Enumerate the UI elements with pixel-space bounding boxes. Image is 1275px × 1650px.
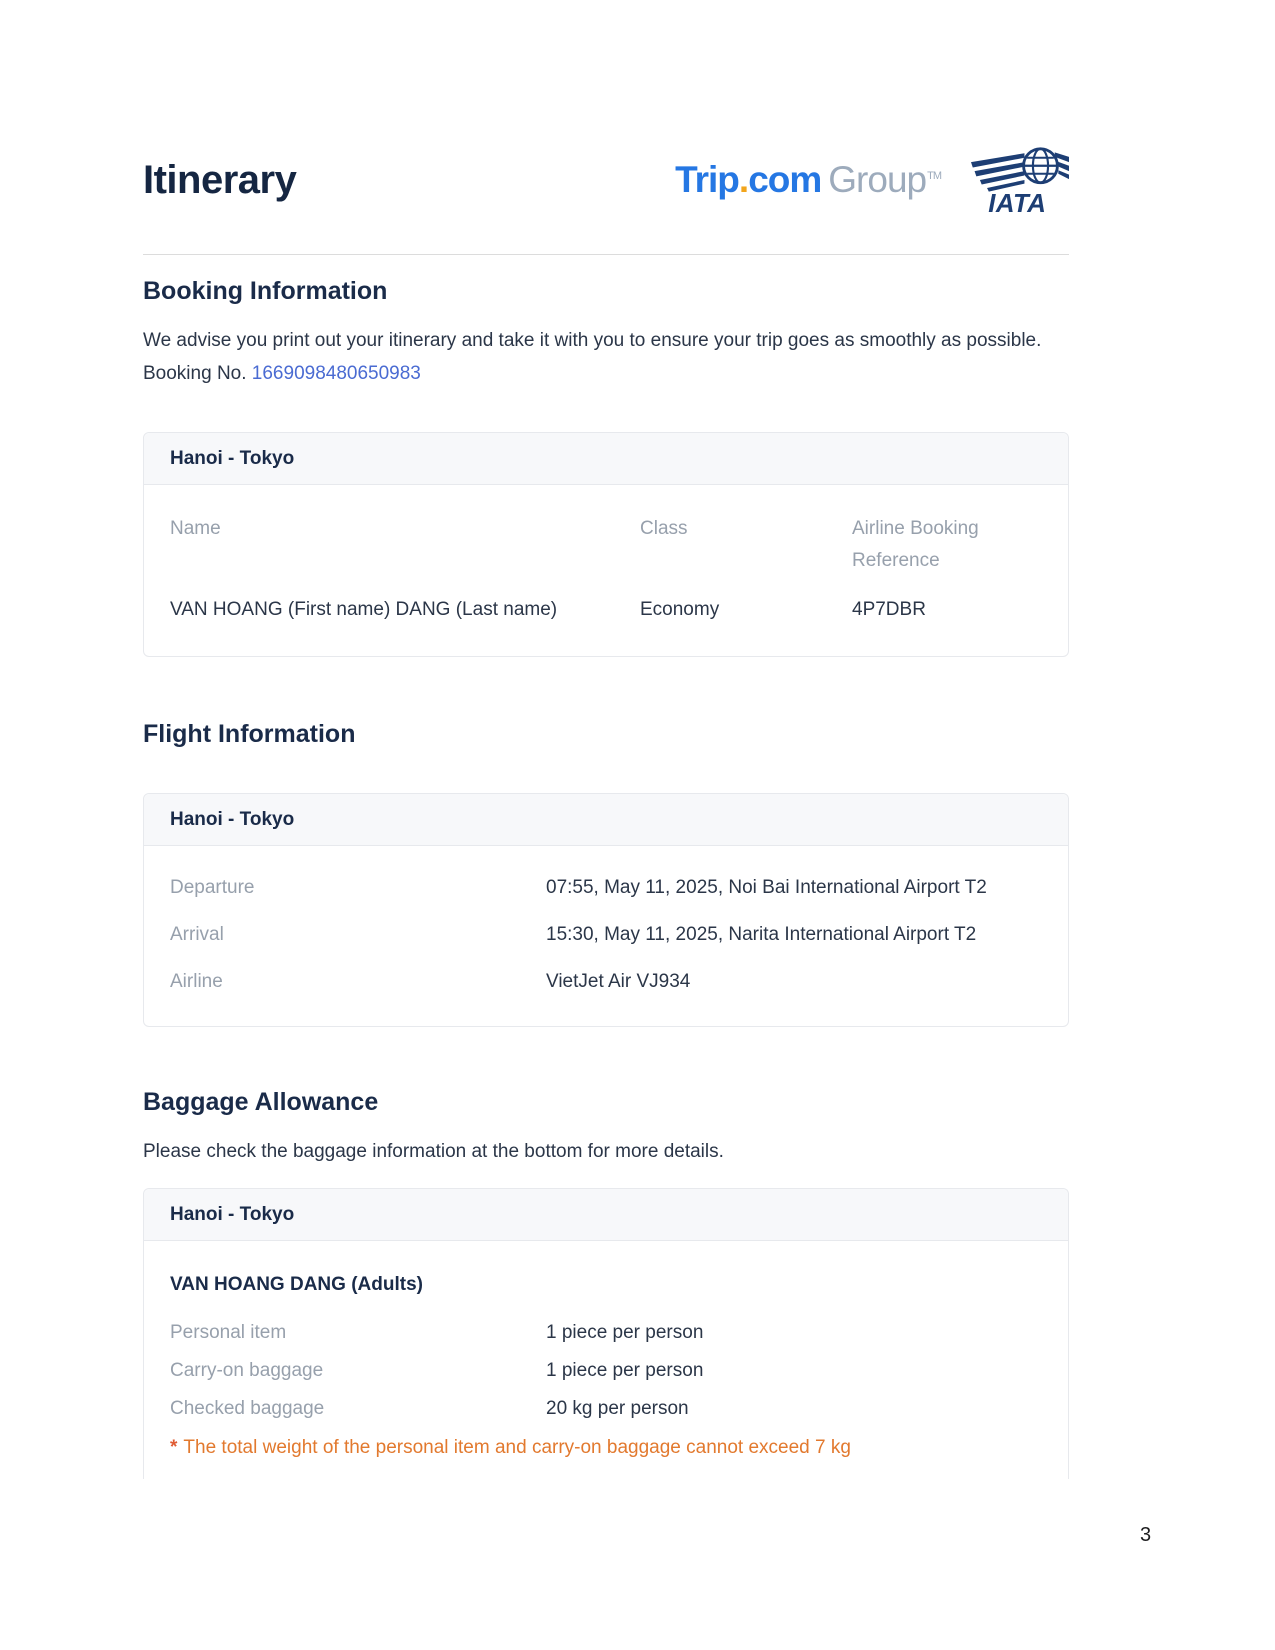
tripcom-group-logo: Trip.com Group™ [675, 159, 941, 200]
booking-number-line [143, 357, 1069, 390]
booking-advice-text: We advise you print out your itinerary and take it with you to ensure your trip goes as smoothly as possible. [143, 330, 1042, 351]
checked-baggage-label: Checked baggage [170, 1398, 325, 1419]
flight-information-heading: Flight Information [143, 720, 356, 748]
airline-label: Airline [170, 971, 223, 992]
column-header-name: Name [170, 518, 221, 539]
booking-card-route: Hanoi - Tokyo [144, 433, 1068, 485]
airline-value: VietJet Air VJ934 [546, 971, 691, 992]
page-title: Itinerary [143, 157, 297, 202]
personal-item-label: Personal item [170, 1322, 287, 1343]
svg-text:IATA: IATA [988, 190, 1047, 216]
booking-card-body [144, 485, 1068, 656]
column-header-class: Class [640, 518, 688, 539]
arrival-label: Arrival [170, 924, 224, 945]
booking-table-header [170, 513, 1042, 577]
flight-card [143, 793, 1069, 1027]
departure-value: 07:55, May 11, 2025, Noi Bai International Airport T2 [546, 877, 987, 898]
header-logos [675, 144, 1069, 216]
header-divider [143, 254, 1069, 255]
booking-information-heading: Booking Information [143, 277, 388, 305]
baggage-card [143, 1188, 1069, 1479]
personal-item-value: 1 piece per person [546, 1322, 704, 1343]
departure-label: Departure [170, 877, 255, 898]
flight-card-body [144, 846, 1068, 1026]
baggage-card-route: Hanoi - Tokyo [144, 1189, 1068, 1241]
baggage-note-text: Please check the baggage information at the bottom for more details. [143, 1141, 724, 1162]
checked-baggage-value: 20 kg per person [546, 1398, 689, 1419]
carry-on-baggage-label: Carry-on baggage [170, 1360, 324, 1381]
carry-on-baggage-row [170, 1355, 1042, 1386]
class-value: Economy [640, 599, 720, 620]
baggage-passenger-name: VAN HOANG DANG (Adults) [170, 1274, 423, 1295]
iata-logo-icon [971, 144, 1069, 216]
checked-baggage-row [170, 1393, 1042, 1424]
baggage-card-body [144, 1241, 1068, 1463]
column-header-airline-booking-reference: Airline Booking Reference [852, 518, 979, 571]
page-header [143, 148, 1069, 216]
arrival-value: 15:30, May 11, 2025, Narita International Airport T2 [546, 924, 977, 945]
passenger-name-value: VAN HOANG (First name) DANG (Last name) [170, 599, 558, 620]
warning-text: The total weight of the personal item and carry-on baggage cannot exceed 7 kg [183, 1437, 851, 1458]
booking-number-link[interactable]: 1669098480650983 [251, 363, 421, 384]
flight-card-route: Hanoi - Tokyo [144, 794, 1068, 846]
warning-asterisk: * [170, 1437, 178, 1458]
arrival-row [170, 919, 1042, 951]
personal-item-row [170, 1317, 1042, 1348]
itinerary-page [143, 0, 1069, 1479]
baggage-allowance-heading: Baggage Allowance [143, 1088, 379, 1116]
departure-row [170, 872, 1042, 904]
booking-number-label: Booking No. [143, 363, 247, 384]
baggage-warning [170, 1432, 1042, 1463]
booking-card [143, 432, 1069, 657]
table-row [170, 593, 1042, 626]
airline-row [170, 966, 1042, 998]
page-number: 3 [1140, 1524, 1152, 1546]
carry-on-baggage-value: 1 piece per person [546, 1360, 704, 1381]
airline-booking-reference-value: 4P7DBR [852, 599, 926, 620]
